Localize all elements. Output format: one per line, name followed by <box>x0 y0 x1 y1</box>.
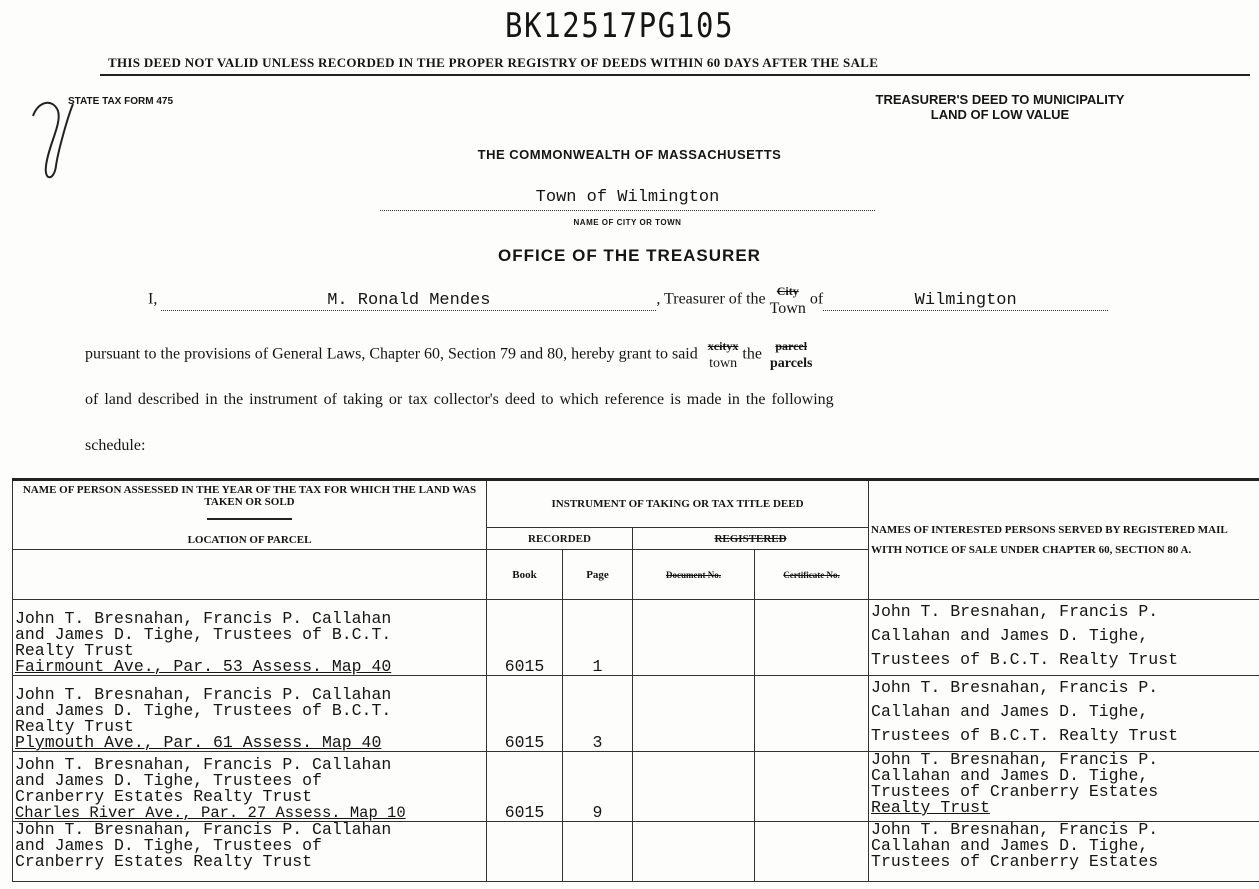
commonwealth-heading: THE COMMONWEALTH OF MASSACHUSETTS <box>477 147 782 162</box>
treasurer-of-the: , Treasurer of the <box>656 290 766 308</box>
served-line: John T. Bresnahan, Francis P. <box>871 602 1159 621</box>
parcel-location: Charles River Ave., Par. 27 Assess. Map 10 <box>15 804 406 822</box>
document-cell <box>633 600 755 676</box>
town-label: NAME OF CITY OR TOWN <box>573 218 682 227</box>
certificate-cell <box>755 676 869 752</box>
served-line: John T. Bresnahan, Francis P. <box>871 821 1159 839</box>
served-line: John T. Bresnahan, Francis P. <box>871 678 1159 697</box>
schedule-label: schedule: <box>85 437 146 454</box>
assessed-cell <box>13 600 487 676</box>
header-rule <box>100 74 1250 76</box>
assessed-line: John T. Bresnahan, Francis P. Callahan <box>15 821 392 839</box>
header-blank <box>13 550 487 600</box>
served-line: Trustees of B.C.T. Realty Trust <box>871 650 1178 669</box>
header-location-label: LOCATION OF PARCEL <box>187 533 312 546</box>
validity-notice: THIS DEED NOT VALID UNLESS RECORDED IN THE PROPER REGISTRY OF DEEDS WITHIN 60 DAYS AFTER THE SALE <box>108 55 879 70</box>
certificate-cell <box>755 752 869 822</box>
parcel-location: Fairmount Ave., Par. 53 Assess. Map 40 <box>15 657 392 676</box>
assessed-cell <box>13 752 487 822</box>
handwritten-initial-mark <box>28 96 78 186</box>
header-certificate: Certificate No. <box>755 550 869 600</box>
book-cell: 6015 <box>487 600 563 676</box>
city-town-choice <box>770 283 806 317</box>
treasurer-line <box>148 283 1178 317</box>
city-struck: City <box>776 284 799 298</box>
served-line: Callahan and James D. Tighe, <box>871 626 1149 645</box>
assessed-line: and James D. Tighe, Trustees of B.C.T. <box>15 625 392 644</box>
parcel-schedule-table <box>12 478 1259 882</box>
assessed-line: Cranberry Estates Realty Trust <box>15 787 313 806</box>
assessed-line: Cranberry Estates Realty Trust <box>15 852 313 871</box>
assessed-line: Realty Trust <box>15 641 134 660</box>
page-cell <box>563 822 633 882</box>
document-cell <box>633 676 755 752</box>
header-book: Book <box>487 550 563 600</box>
pursuant-text: pursuant to the provisions of General Laws, Chapter 60, Section 79 and 80, hereby grant to said <box>85 345 698 363</box>
of-label: of <box>809 290 824 308</box>
town-name: Town of Wilmington <box>380 188 875 211</box>
document-cell <box>633 752 755 822</box>
office-heading: OFFICE OF THE TREASURER <box>498 246 761 265</box>
table-row <box>13 676 1259 752</box>
municipality-name: Wilmington <box>823 291 1108 311</box>
assessed-line: John T. Bresnahan, Francis P. Callahan <box>15 685 392 704</box>
header-assessed-label: NAME OF PERSON ASSESSED IN THE YEAR OF THE TAX FOR WHICH THE LAND WAS TAKEN OR SOLD <box>22 484 477 509</box>
deed-title-line1: TREASURER'S DEED TO MUNICIPALITY <box>875 92 1125 107</box>
deed-title <box>800 92 1200 122</box>
header-recorded: RECORDED <box>487 528 633 550</box>
table-row <box>13 600 1259 676</box>
book-cell: 6015 <box>487 676 563 752</box>
assessed-line: John T. Bresnahan, Francis P. Callahan <box>15 755 392 774</box>
page-cell: 1 <box>563 600 633 676</box>
header-assessed <box>13 480 487 550</box>
tax-form-label: STATE TAX FORM 475 <box>68 96 174 107</box>
parcels-word: parcels <box>769 356 813 371</box>
certificate-cell <box>755 600 869 676</box>
served-cell <box>869 600 1259 676</box>
header-document: Document No. <box>633 550 755 600</box>
grantee-choice <box>708 338 739 372</box>
table-row <box>13 822 1259 882</box>
served-line: Realty Trust <box>871 798 990 817</box>
deed-title-line2: LAND OF LOW VALUE <box>930 107 1070 122</box>
parcel-choice <box>770 338 813 372</box>
document-cell <box>633 822 755 882</box>
assessed-cell <box>13 676 487 752</box>
town-word: Town <box>769 300 806 317</box>
served-line: Trustees of Cranberry Estates <box>871 852 1159 871</box>
header-page: Page <box>563 550 633 600</box>
served-line: Callahan and James D. Tighe, <box>871 766 1149 785</box>
served-cell <box>869 752 1259 822</box>
served-line: Trustees of Cranberry Estates <box>871 782 1159 801</box>
land-line: of land described in the instrument of taking or tax collector's deed to which reference is made in the following <box>85 391 834 408</box>
the-word: the <box>742 345 762 363</box>
page-cell: 9 <box>563 752 633 822</box>
served-line: Callahan and James D. Tighe, <box>871 702 1149 721</box>
assessed-line: and James D. Tighe, Trustees of <box>15 836 322 855</box>
served-line: Callahan and James D. Tighe, <box>871 836 1149 855</box>
assessed-line: and James D. Tighe, Trustees of B.C.T. <box>15 701 392 720</box>
book-page-stamp: BK12517PG105 <box>505 6 735 46</box>
page-cell: 3 <box>563 676 633 752</box>
treasurer-name: M. Ronald Mendes <box>161 291 656 311</box>
book-cell: 6015 <box>487 752 563 822</box>
served-cell <box>869 676 1259 752</box>
i-label: I, <box>148 290 158 308</box>
header-registered: REGISTERED <box>633 528 869 550</box>
served-cell <box>869 822 1259 882</box>
certificate-cell <box>755 822 869 882</box>
table-row <box>13 752 1259 822</box>
assessed-line: and James D. Tighe, Trustees of <box>15 771 322 790</box>
served-line: Trustees of B.C.T. Realty Trust <box>871 726 1178 745</box>
assessed-line: Realty Trust <box>15 717 134 736</box>
city-struck-2: xcityx <box>707 339 739 353</box>
pursuant-line <box>85 338 1185 372</box>
parcel-struck: parcel <box>775 339 808 353</box>
header-served: NAMES OF INTERESTED PERSONS SERVED BY REGISTERED MAIL WITH NOTICE OF SALE UNDER CHAPTER 60, SECTION 80 A. <box>869 480 1259 600</box>
served-line: John T. Bresnahan, Francis P. <box>871 751 1159 769</box>
parcel-location: Plymouth Ave., Par. 61 Assess. Map 40 <box>15 733 382 752</box>
header-divider <box>207 518 292 520</box>
town-word-2: town <box>709 356 738 371</box>
assessed-cell <box>13 822 487 882</box>
assessed-line: John T. Bresnahan, Francis P. Callahan <box>15 609 392 628</box>
header-instrument: INSTRUMENT OF TAKING OR TAX TITLE DEED <box>487 480 869 528</box>
book-cell <box>487 822 563 882</box>
